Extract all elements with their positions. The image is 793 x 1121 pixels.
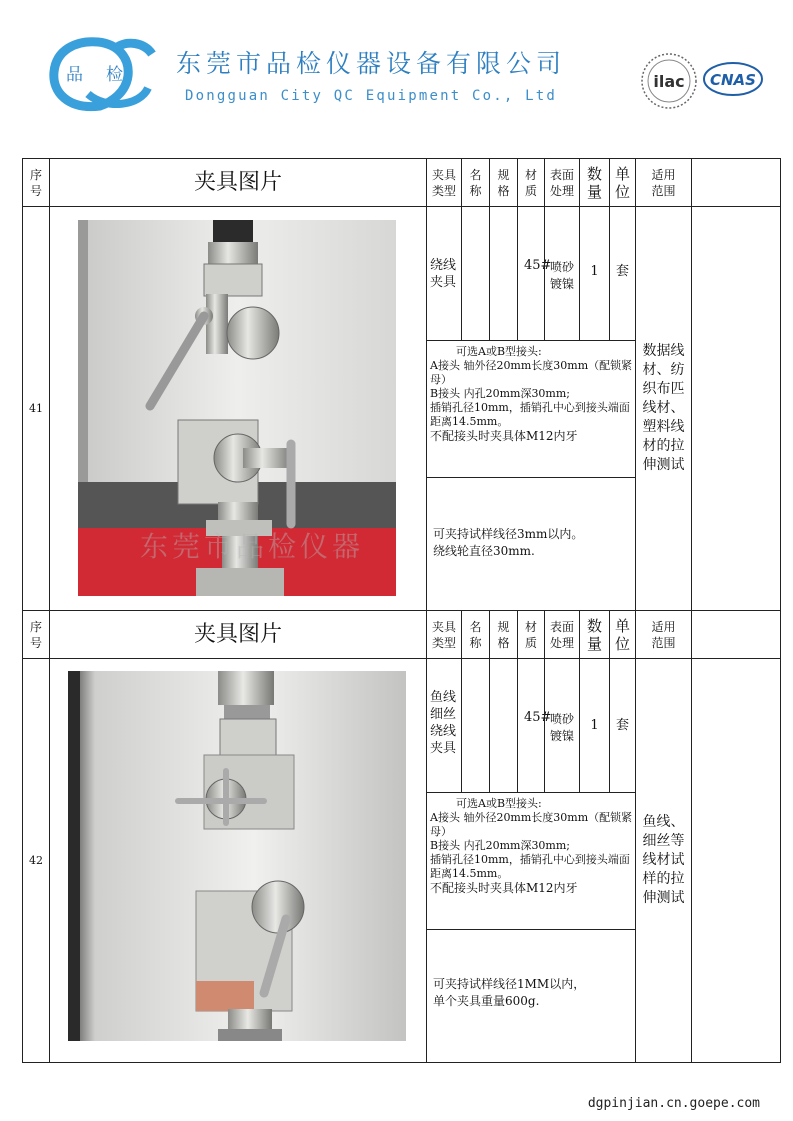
logo-char-jian: 检	[106, 65, 123, 85]
capacity-line-2: 单个夹具重量600g.	[433, 994, 540, 1008]
row-spec	[489, 658, 518, 793]
row-range: 数据线材、纺织布匹线材、塑料线材的拉伸测试	[635, 206, 692, 611]
row-type: 绕线夹具	[426, 206, 462, 341]
col-header-seq: 序号	[22, 610, 50, 659]
col-header-type: 夹具类型	[426, 610, 462, 659]
ilac-text: ilac	[653, 72, 685, 91]
row-material: 45#	[517, 206, 545, 341]
watermark-text: 东莞市品检仪器	[140, 530, 365, 563]
cnas-text: CNAS	[710, 71, 756, 89]
col-header-blank	[691, 158, 781, 207]
company-name-en: Dongguan City QC Equipment Co., Ltd	[185, 88, 558, 104]
page-header	[0, 0, 793, 150]
col-header-material: 材质	[517, 610, 545, 659]
logo-char-pin: 品	[66, 65, 83, 85]
col-header-unit: 单位	[609, 158, 636, 207]
row-image-cell	[49, 658, 427, 1063]
note-line-4: 插销孔径10mm，插销孔中心到接头端面距离14.5mm。	[430, 401, 630, 428]
col-header-type: 夹具类型	[426, 158, 462, 207]
col-header-spec: 规格	[489, 610, 518, 659]
col-header-range: 适用范围	[635, 610, 692, 659]
note-line-5: 不配接头时夹具体M12内牙	[430, 429, 578, 443]
type-line-2: 绕线夹具	[430, 724, 457, 756]
row-image-cell	[49, 206, 427, 611]
col-header-qty: 数量	[579, 158, 610, 207]
note-line-5: 不配接头时夹具体M12内牙	[430, 881, 578, 895]
row-name	[461, 206, 490, 341]
fixture-photo	[68, 671, 406, 1041]
ilac-mark	[640, 52, 698, 110]
row-connector-note	[426, 340, 636, 478]
col-header-name: 名称	[461, 610, 490, 659]
row-blank	[691, 658, 781, 1063]
row-qty: 1	[579, 658, 610, 793]
row-blank	[691, 206, 781, 611]
col-header-blank	[691, 610, 781, 659]
note-line-3: B接头 内孔20mm深30mm;	[430, 387, 571, 400]
cnas-mark	[702, 60, 764, 98]
col-header-image: 夹具图片	[49, 158, 427, 207]
row-material: 45#	[517, 658, 545, 793]
qc-logo	[48, 36, 154, 112]
note-line-1: 可选A或B型接头:	[456, 345, 542, 358]
row-unit: 套	[609, 658, 636, 793]
col-header-surface: 表面处理	[544, 158, 580, 207]
note-line-2: A接头 轴外径20mm长度30mm（配锁紧母）	[430, 811, 633, 838]
row-seq: 41	[22, 206, 50, 611]
fixture-section-41	[22, 158, 781, 611]
row-surface: 喷砂镀镍	[544, 206, 580, 341]
capacity-line-1: 可夹持试样线径1MM以内，	[433, 977, 586, 991]
row-name	[461, 658, 490, 793]
type-line-1: 鱼线细丝	[430, 690, 457, 722]
col-header-unit: 单位	[609, 610, 636, 659]
col-header-material: 材质	[517, 158, 545, 207]
row-range: 鱼线、细丝等线材试样的拉伸测试	[635, 658, 692, 1063]
col-header-image: 夹具图片	[49, 610, 427, 659]
row-seq: 42	[22, 658, 50, 1063]
note-line-2: A接头 轴外径20mm长度30mm（配锁紧母）	[430, 359, 633, 386]
capacity-line-1: 可夹持试样线径3mm以内。	[433, 527, 584, 541]
row-qty: 1	[579, 206, 610, 341]
row-surface: 喷砂镀镍	[544, 658, 580, 793]
col-header-range: 适用范围	[635, 158, 692, 207]
col-header-qty: 数量	[579, 610, 610, 659]
row-connector-note	[426, 792, 636, 930]
col-header-seq: 序号	[22, 158, 50, 207]
row-type	[426, 658, 462, 793]
note-line-3: B接头 内孔20mm深30mm;	[430, 839, 571, 852]
row-capacity	[426, 477, 636, 611]
note-line-4: 插销孔径10mm，插销孔中心到接头端面距离14.5mm。	[430, 853, 630, 880]
company-name-cn: 东莞市品检仪器设备有限公司	[176, 49, 567, 78]
footer-url: dgpinjian.cn.goepe.com	[587, 1096, 760, 1111]
row-spec	[489, 206, 518, 341]
col-header-spec: 规格	[489, 158, 518, 207]
fixture-section-42	[22, 610, 781, 1063]
row-capacity	[426, 929, 636, 1063]
capacity-line-2: 绕线轮直径30mm.	[433, 544, 535, 558]
col-header-name: 名称	[461, 158, 490, 207]
row-unit: 套	[609, 206, 636, 341]
col-header-surface: 表面处理	[544, 610, 580, 659]
note-line-1: 可选A或B型接头:	[456, 797, 542, 810]
